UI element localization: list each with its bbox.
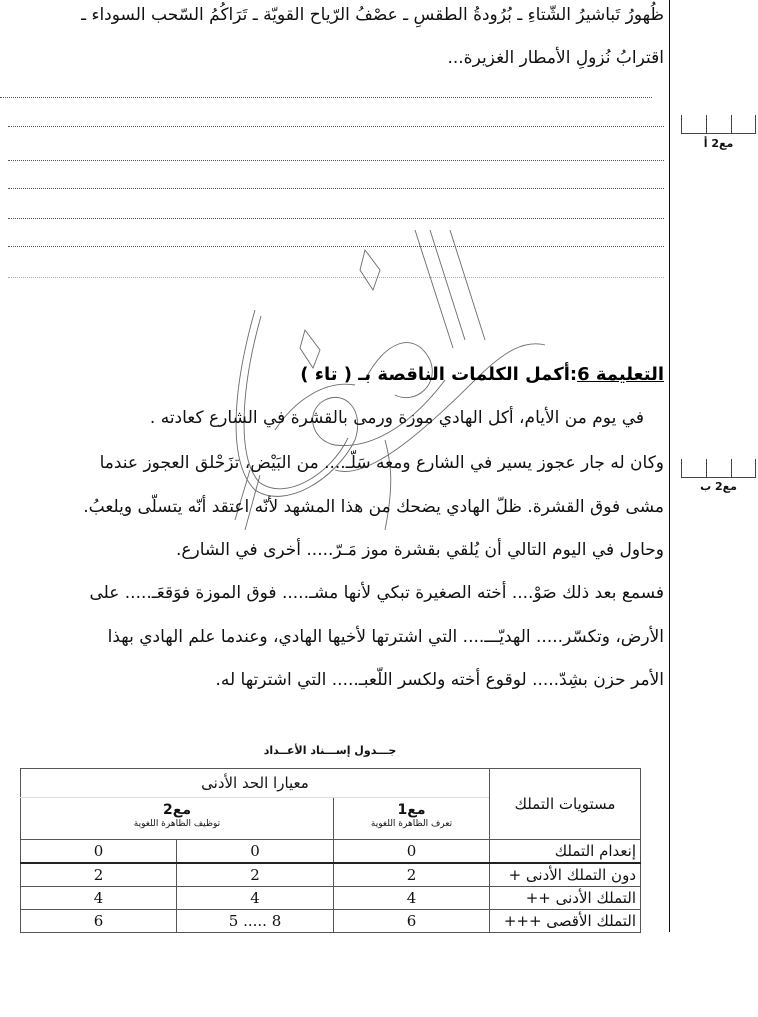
- table-row: [21, 910, 641, 933]
- passage-line-3: مشى فوق القشرة. ظلّ الهادي يضحك من هذا المشهد لأنّه اعتقد أنّه يتسلّى ويلعبُ.: [83, 497, 664, 517]
- instruction-text: :أكمل الكلمات الناقصة بـ ( تاء ): [300, 364, 578, 385]
- passage-line-5: فسمع بعد ذلك صَوْ.... أخته الصغيرة تبكي لأنها مشـ..... فوق الموزة فوَقعَـ..... على: [89, 583, 664, 603]
- level-label: إنعدام التملك: [490, 840, 641, 864]
- criterion-1-header: [334, 798, 490, 840]
- score-c2b: 0: [21, 840, 177, 864]
- score-c2b: 6: [21, 910, 177, 933]
- answer-line[interactable]: [8, 218, 664, 219]
- score-boxes-criterion-2b[interactable]: [681, 459, 756, 478]
- answer-line[interactable]: [8, 126, 664, 127]
- answer-line[interactable]: [8, 246, 664, 247]
- passage-line-2: وكان له جار عجوز يسير في الشارع ومعه سَلّـ.... من البَيْض، تزَحْلق العجوز عندما: [99, 453, 664, 473]
- instruction-label: التعليمة 6: [577, 364, 664, 385]
- score-c2a: 0: [177, 840, 334, 864]
- score-c2b: 4: [21, 887, 177, 910]
- score-c2a: 8 ..... 5: [177, 910, 334, 933]
- criterion-2-desc: توظيف الظاهرة اللغوية: [133, 819, 221, 830]
- answer-line[interactable]: [8, 160, 664, 161]
- levels-header: مستويات التملك: [490, 769, 641, 840]
- weather-signs-line-1: ظُهورُ تَباشيرُ الشّتاءِ ـ بُرُودةُ الطقسِ ـ عصْفُ الرّياح القويّة ـ تَرَاكُمُ السّحب السوداء ـ: [81, 5, 664, 25]
- answer-line[interactable]: [8, 277, 664, 278]
- answer-line[interactable]: [0, 97, 652, 98]
- answer-line[interactable]: [8, 188, 664, 189]
- criterion-1-desc: تعرف الظاهرة اللغوية: [370, 819, 453, 830]
- passage-line-1: في يوم من الأيام، أكل الهادي موزة ورمى بالقشرة في الشارع كعادته .: [149, 408, 644, 428]
- score-c1: 2: [334, 863, 490, 887]
- level-label: دون التملك الأدنى +: [490, 863, 641, 887]
- margin-rule: [669, 0, 670, 932]
- weather-signs-line-2: اقترابُ نُزولِ الأمطار الغزيرة...: [447, 48, 664, 68]
- grading-table: [20, 768, 641, 933]
- table-caption: جـــدول إســـناد الأعــداد: [263, 744, 397, 757]
- score-c1: 0: [334, 840, 490, 864]
- passage-line-6: الأرض، وتكسّر..... الهديّـــ.... التي اشترتها لأخيها الهادي، وعندما علم الهادي بهذا: [107, 627, 664, 647]
- criteria-header: معيارا الحد الأدنى: [21, 769, 490, 798]
- level-label: التملك الأقصى +++: [490, 910, 641, 933]
- instruction-heading: [300, 364, 664, 385]
- score-c2a: 4: [177, 887, 334, 910]
- score-c1: 4: [334, 887, 490, 910]
- criterion-2-header: [21, 798, 334, 840]
- passage-line-7: الأمر حزن بشِدّ..... لوقوع أخته ولكسر اللّعبـ..... التي اشترتها له.: [215, 670, 664, 690]
- table-row: [21, 863, 641, 887]
- criterion-2-code: مع2: [163, 802, 191, 819]
- table-row: [21, 887, 641, 910]
- score-c2b: 2: [21, 863, 177, 887]
- score-label-criterion-2b: مع2 ب: [700, 480, 737, 493]
- level-label: التملك الأدنى ++: [490, 887, 641, 910]
- score-c1: 6: [334, 910, 490, 933]
- score-c2a: 2: [177, 863, 334, 887]
- score-boxes-criterion-2a[interactable]: [681, 115, 756, 134]
- table-row: [21, 840, 641, 864]
- score-label-criterion-2a: مع2 أ: [703, 137, 734, 150]
- criterion-1-code: مع1: [397, 802, 426, 819]
- passage-line-4: وحاول في اليوم التالي أن يُلقي بقشرة موز مَـرّ..... أخرى في الشارع.: [175, 540, 664, 560]
